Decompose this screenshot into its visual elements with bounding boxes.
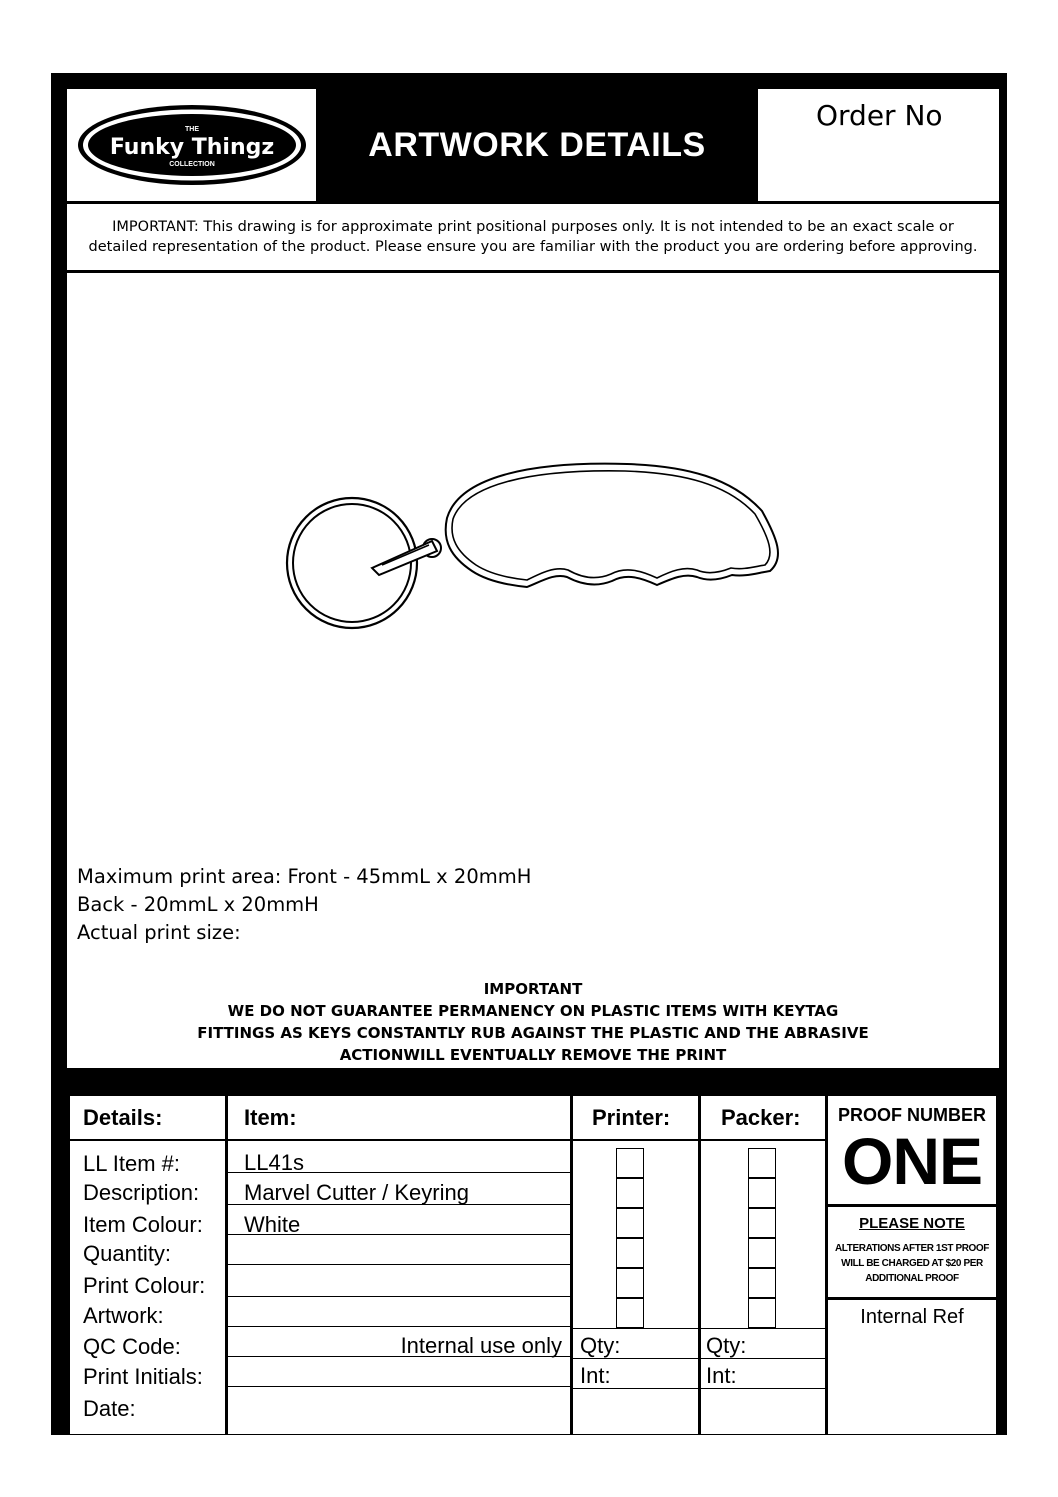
packer-header: Packer: [721,1105,801,1130]
order-number-panel[interactable] [758,89,999,201]
printer-check-6[interactable] [616,1298,644,1328]
important-notice [67,204,999,270]
warning-line-1: WE DO NOT GUARANTEE PERMANENCY ON PLASTIC ITEMS WITH KEYTAG [227,1002,839,1020]
label-date: Date: [83,1396,136,1421]
value-ll-item[interactable]: LL41s [244,1150,304,1175]
label-description: Description: [83,1180,200,1205]
internal-ref-label: Internal Ref [860,1306,964,1328]
drawing-area [67,273,999,1068]
print-area-info [77,863,531,947]
warning-title: IMPORTANT [483,980,583,998]
permanency-warning [67,978,999,1066]
label-quantity: Quantity: [83,1241,172,1266]
printer-qty[interactable]: Qty: [580,1333,621,1358]
printer-check-5[interactable] [616,1268,644,1298]
details-column [70,1096,225,1434]
proof-number-value: ONE [841,1124,983,1198]
logo-bottom-text: COLLECTION [168,161,215,168]
packer-int[interactable]: Int: [706,1363,737,1388]
item-header: Item: [244,1105,297,1130]
actual-print-size: Actual print size: [77,921,241,944]
packer-qty[interactable]: Qty: [706,1333,747,1358]
packer-check-3[interactable] [748,1208,776,1238]
printer-check-1[interactable] [616,1148,644,1178]
cutter-inner-outline [452,471,770,580]
printer-column [573,1096,698,1434]
logo-brand-text: Funky Thingz [109,135,274,160]
packer-check-5[interactable] [748,1268,776,1298]
value-item-colour[interactable]: White [244,1212,301,1237]
label-ll-item: LL Item #: [83,1151,181,1176]
internal-use-note: Internal use only [400,1333,562,1358]
artwork-sheet [51,73,1007,1435]
warning-line-3: ACTIONWILL EVENTUALLY REMOVE THE PRINT [339,1046,727,1064]
keyring-drawing [67,273,999,833]
printer-header: Printer: [592,1105,671,1130]
please-note-title: PLEASE NOTE [859,1215,965,1232]
packer-check-6[interactable] [748,1298,776,1328]
printer-int[interactable]: Int: [580,1363,611,1388]
printer-check-4[interactable] [616,1238,644,1268]
packer-check-2[interactable] [748,1178,776,1208]
logo-top-text: THE [184,126,199,133]
max-print-area: Maximum print area: Front - 45mmL x 20mmH [77,865,532,888]
printer-check-3[interactable] [616,1208,644,1238]
item-column [228,1096,570,1434]
page-title: ARTWORK DETAILS [318,89,756,201]
funky-thingz-logo [74,102,310,188]
internal-ref-panel[interactable] [828,1300,996,1434]
back-print-area: Back - 20mmL x 20mmH [77,893,319,916]
printer-check-2[interactable] [616,1178,644,1208]
notice-line-1: IMPORTANT: This drawing is for approximate print positional purposes only. It is not intended to be an exact scale or [112,219,954,235]
packer-check-4[interactable] [748,1238,776,1268]
order-number-label: Order No [816,99,943,132]
please-note-panel [828,1207,996,1297]
proof-number-label: PROOF NUMBER [838,1105,986,1125]
value-description[interactable]: Marvel Cutter / Keyring [244,1180,469,1205]
label-artwork: Artwork: [83,1303,164,1328]
label-item-colour: Item Colour: [83,1212,203,1237]
packer-column [701,1096,825,1434]
note-line-2: WILL BE CHARGED AT $20 PER [841,1258,983,1269]
details-table [67,1093,999,1435]
logo-panel [67,89,316,201]
please-note-text [828,1241,996,1286]
note-line-3: ADDITIONAL PROOF [865,1273,959,1284]
details-header: Details: [83,1105,163,1130]
label-print-initials: Print Initials: [83,1364,203,1389]
packer-check-1[interactable] [748,1148,776,1178]
notice-line-2: detailed representation of the product. Please ensure you are familiar with the product you are ordering before approving. [88,239,978,255]
label-qc-code: QC Code: [83,1334,181,1359]
note-line-1: ALTERATIONS AFTER 1ST PROOF [834,1243,989,1254]
warning-line-2: FITTINGS AS KEYS CONSTANTLY RUB AGAINST THE PLASTIC AND THE ABRASIVE [197,1024,869,1042]
label-print-colour: Print Colour: [83,1273,206,1298]
proof-number-panel [828,1096,996,1204]
